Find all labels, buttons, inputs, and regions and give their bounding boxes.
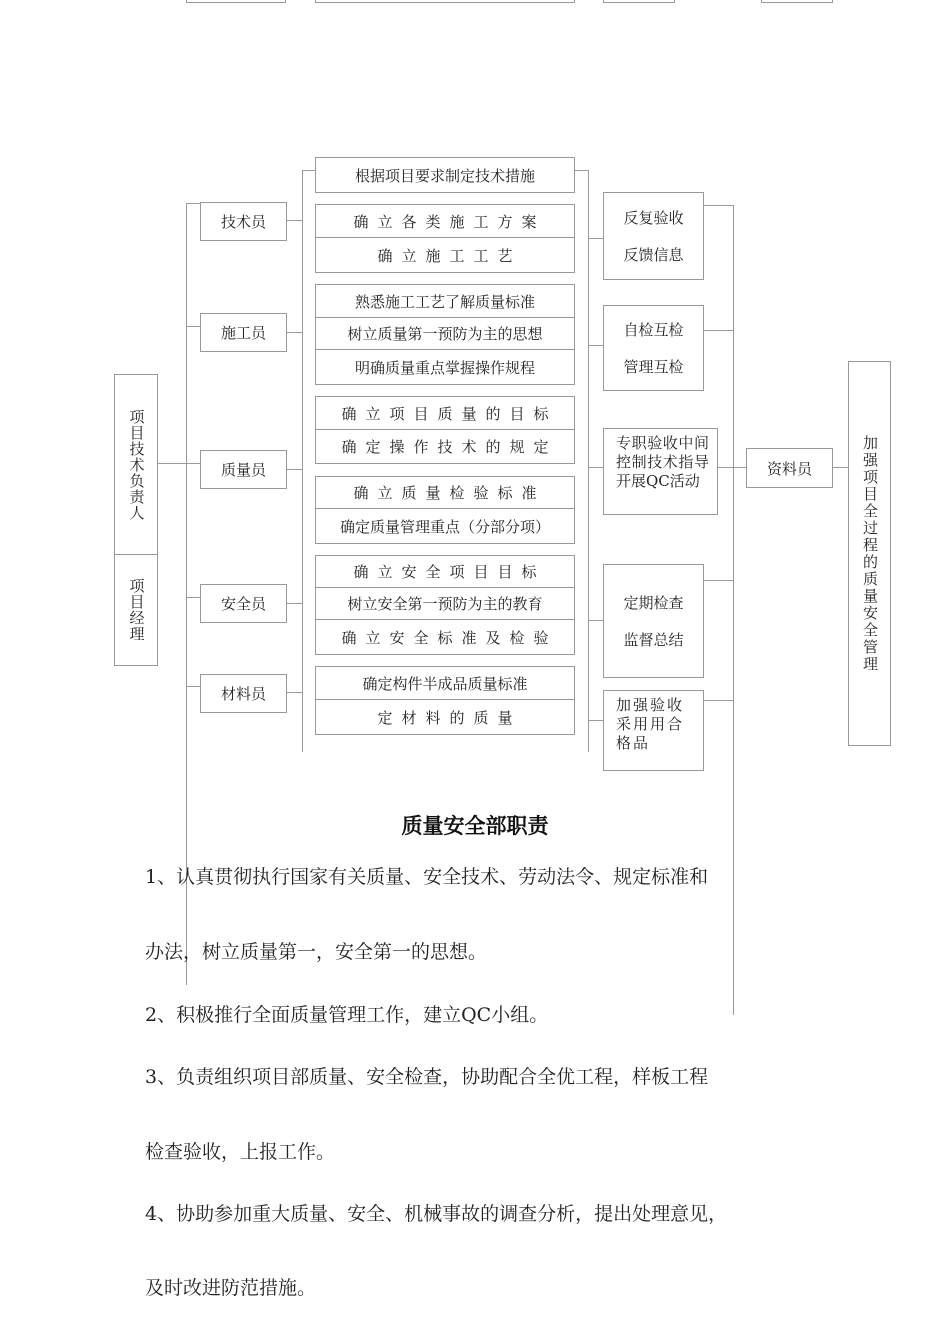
connector-line: [588, 467, 603, 468]
cropped-box-4: [761, 0, 833, 3]
result-box: 反复验收 反馈信息: [603, 192, 704, 280]
task-box: 确立项目质量的目标: [315, 396, 575, 430]
connector-line: [733, 205, 734, 1015]
paragraph-line: 检查验收，上报工作。: [145, 1141, 336, 1163]
connector-line: [302, 170, 303, 752]
connector-line: [703, 700, 733, 701]
task-box: 树立质量第一预防为主的思想: [315, 317, 575, 350]
connector-line: [575, 170, 588, 171]
connector-line: [186, 203, 200, 204]
task-box: 确立各类施工方案: [315, 204, 575, 238]
connector-line: [588, 170, 589, 752]
connector-line: [286, 332, 302, 333]
manager-label: 项目经理: [127, 578, 146, 642]
task-box: 树立安全第一预防为主的教育: [315, 587, 575, 620]
connector-line: [186, 463, 200, 464]
paragraph-line: 4、协助参加重大质量、安全、机械事故的调查分析，提出处理意见，: [145, 1203, 728, 1225]
result-box: 加强验收采用用合格品: [603, 690, 704, 771]
task-box: 确定操作技术的规定: [315, 429, 575, 464]
connector-line: [286, 603, 302, 604]
connector-line: [186, 597, 200, 598]
cropped-box-1: [186, 0, 286, 3]
paragraph-line: 2、积极推行全面质量管理工作，建立QC小组。: [145, 1004, 549, 1026]
cropped-box-3: [603, 0, 675, 3]
result-box: 定期检查 监督总结: [603, 564, 704, 678]
connector-line: [186, 686, 200, 687]
connector-line: [703, 330, 733, 331]
page-title: 质量安全部职责: [401, 814, 549, 838]
connector-line: [588, 620, 603, 621]
task-box: 确立安全项目目标: [315, 555, 575, 588]
connector-line: [588, 345, 603, 346]
task-box: 确定质量管理重点（分部分项）: [315, 508, 575, 544]
role-material: 材料员: [200, 674, 287, 713]
paragraph-line: 3、负责组织项目部质量、安全检查，协助配合全优工程，样板工程: [145, 1066, 709, 1088]
connector-line: [832, 467, 848, 468]
connector-line: [588, 720, 603, 721]
connector-line: [286, 469, 302, 470]
task-box: 确立施工工艺: [315, 237, 575, 273]
leader-label: 项目技术负责人: [127, 408, 146, 521]
task-box: 确立质量检验标准: [315, 476, 575, 509]
task-box: 熟悉施工工艺了解质量标准: [315, 284, 575, 318]
role-safety: 安全员: [200, 584, 287, 623]
task-box: 明确质量重点掌握操作规程: [315, 349, 575, 385]
task-box: 确定构件半成品质量标准: [315, 666, 575, 700]
connector-line: [286, 220, 302, 221]
final-label: 加强项目全过程的质量安全管理: [861, 434, 879, 673]
paragraph-line: 及时改进防范措施。: [145, 1277, 317, 1299]
task-box: 确立安全标准及检验: [315, 619, 575, 655]
connector-line: [186, 326, 200, 327]
result-box: 自检互检 管理互检: [603, 305, 704, 391]
cropped-box-2: [315, 0, 575, 3]
leader-box: [114, 374, 158, 555]
paragraph-line: 1、认真贯彻执行国家有关质量、安全技术、劳动法令、规定标准和: [145, 866, 709, 888]
task-box: 定材料的质量: [315, 699, 575, 735]
manager-box: [114, 554, 158, 666]
role-quality: 质量员: [200, 450, 287, 489]
paragraph-line: 办法，树立质量第一，安全第一的思想。: [145, 941, 488, 963]
role-tech: 技术员: [200, 202, 287, 241]
connector-line: [717, 467, 746, 468]
role-construction: 施工员: [200, 313, 287, 352]
role-records: 资料员: [746, 448, 833, 488]
connector-line: [157, 463, 186, 464]
final-box: [848, 361, 891, 746]
connector-line: [588, 238, 603, 239]
connector-line: [703, 580, 733, 581]
task-box: 根据项目要求制定技术措施: [315, 157, 575, 193]
result-box: 专职验收中间控制技术指导开展QC活动: [603, 428, 718, 515]
connector-line: [302, 170, 315, 171]
connector-line: [703, 205, 733, 206]
connector-line: [286, 692, 302, 693]
